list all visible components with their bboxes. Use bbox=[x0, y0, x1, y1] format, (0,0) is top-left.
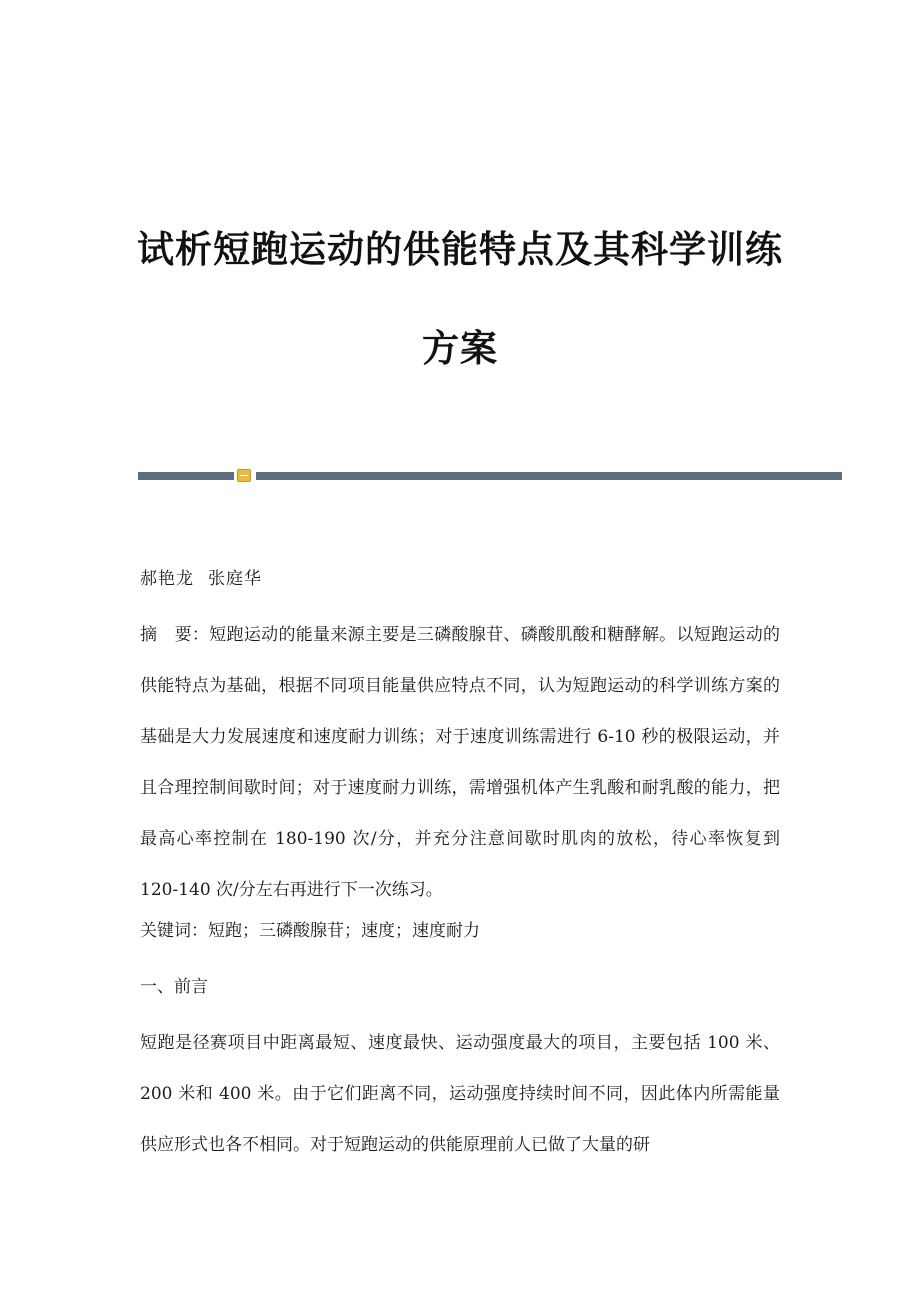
abstract-paragraph: 摘 要：短跑运动的能量来源主要是三磷酸腺苷、磷酸肌酸和糖酵解。以短跑运动的供能特点为基础，根据不同项目能量供应特点不同，认为短跑运动的科学训练方案的基础是大力发展速度和速度耐力训练；对于速度训练需进行 6-10 秒的极限运动，并且合理控制间歇时间；对于速度耐力训练，需增强机体产生乳酸和耐乳酸的能力，把最高心率控制在 180-190 次/分，并充分注意间歇时肌肉的放松，待心率恢复到 120-140 次/分左右再进行下一次练习。 bbox=[140, 625, 780, 900]
divider-badge-icon bbox=[237, 469, 251, 482]
body-paragraph: 短跑是径赛项目中距离最短、速度最快、运动强度最大的项目，主要包括 100 米、200 米和 400 米。由于它们距离不同，运动强度持续时间不同，因此体内所需能量供应形式也各不相同。对于短跑运动的供能原理前人已做了大量的研 bbox=[140, 1033, 780, 1155]
section-heading: 一、前言 bbox=[140, 977, 208, 997]
document-title-line-2: 方案 bbox=[422, 327, 498, 370]
divider-bar-right bbox=[256, 472, 842, 480]
keywords-line: 关键词：短跑；三磷酸腺苷；速度；速度耐力 bbox=[140, 921, 480, 941]
divider-bar-left bbox=[138, 472, 234, 480]
title-divider bbox=[138, 472, 842, 480]
author-name: 张庭华 bbox=[208, 569, 262, 589]
authors bbox=[140, 554, 780, 605]
author-name: 郝艳龙 bbox=[140, 569, 194, 589]
document-title-line-1: 试析短跑运动的供能特点及其科学训练 bbox=[137, 228, 783, 271]
